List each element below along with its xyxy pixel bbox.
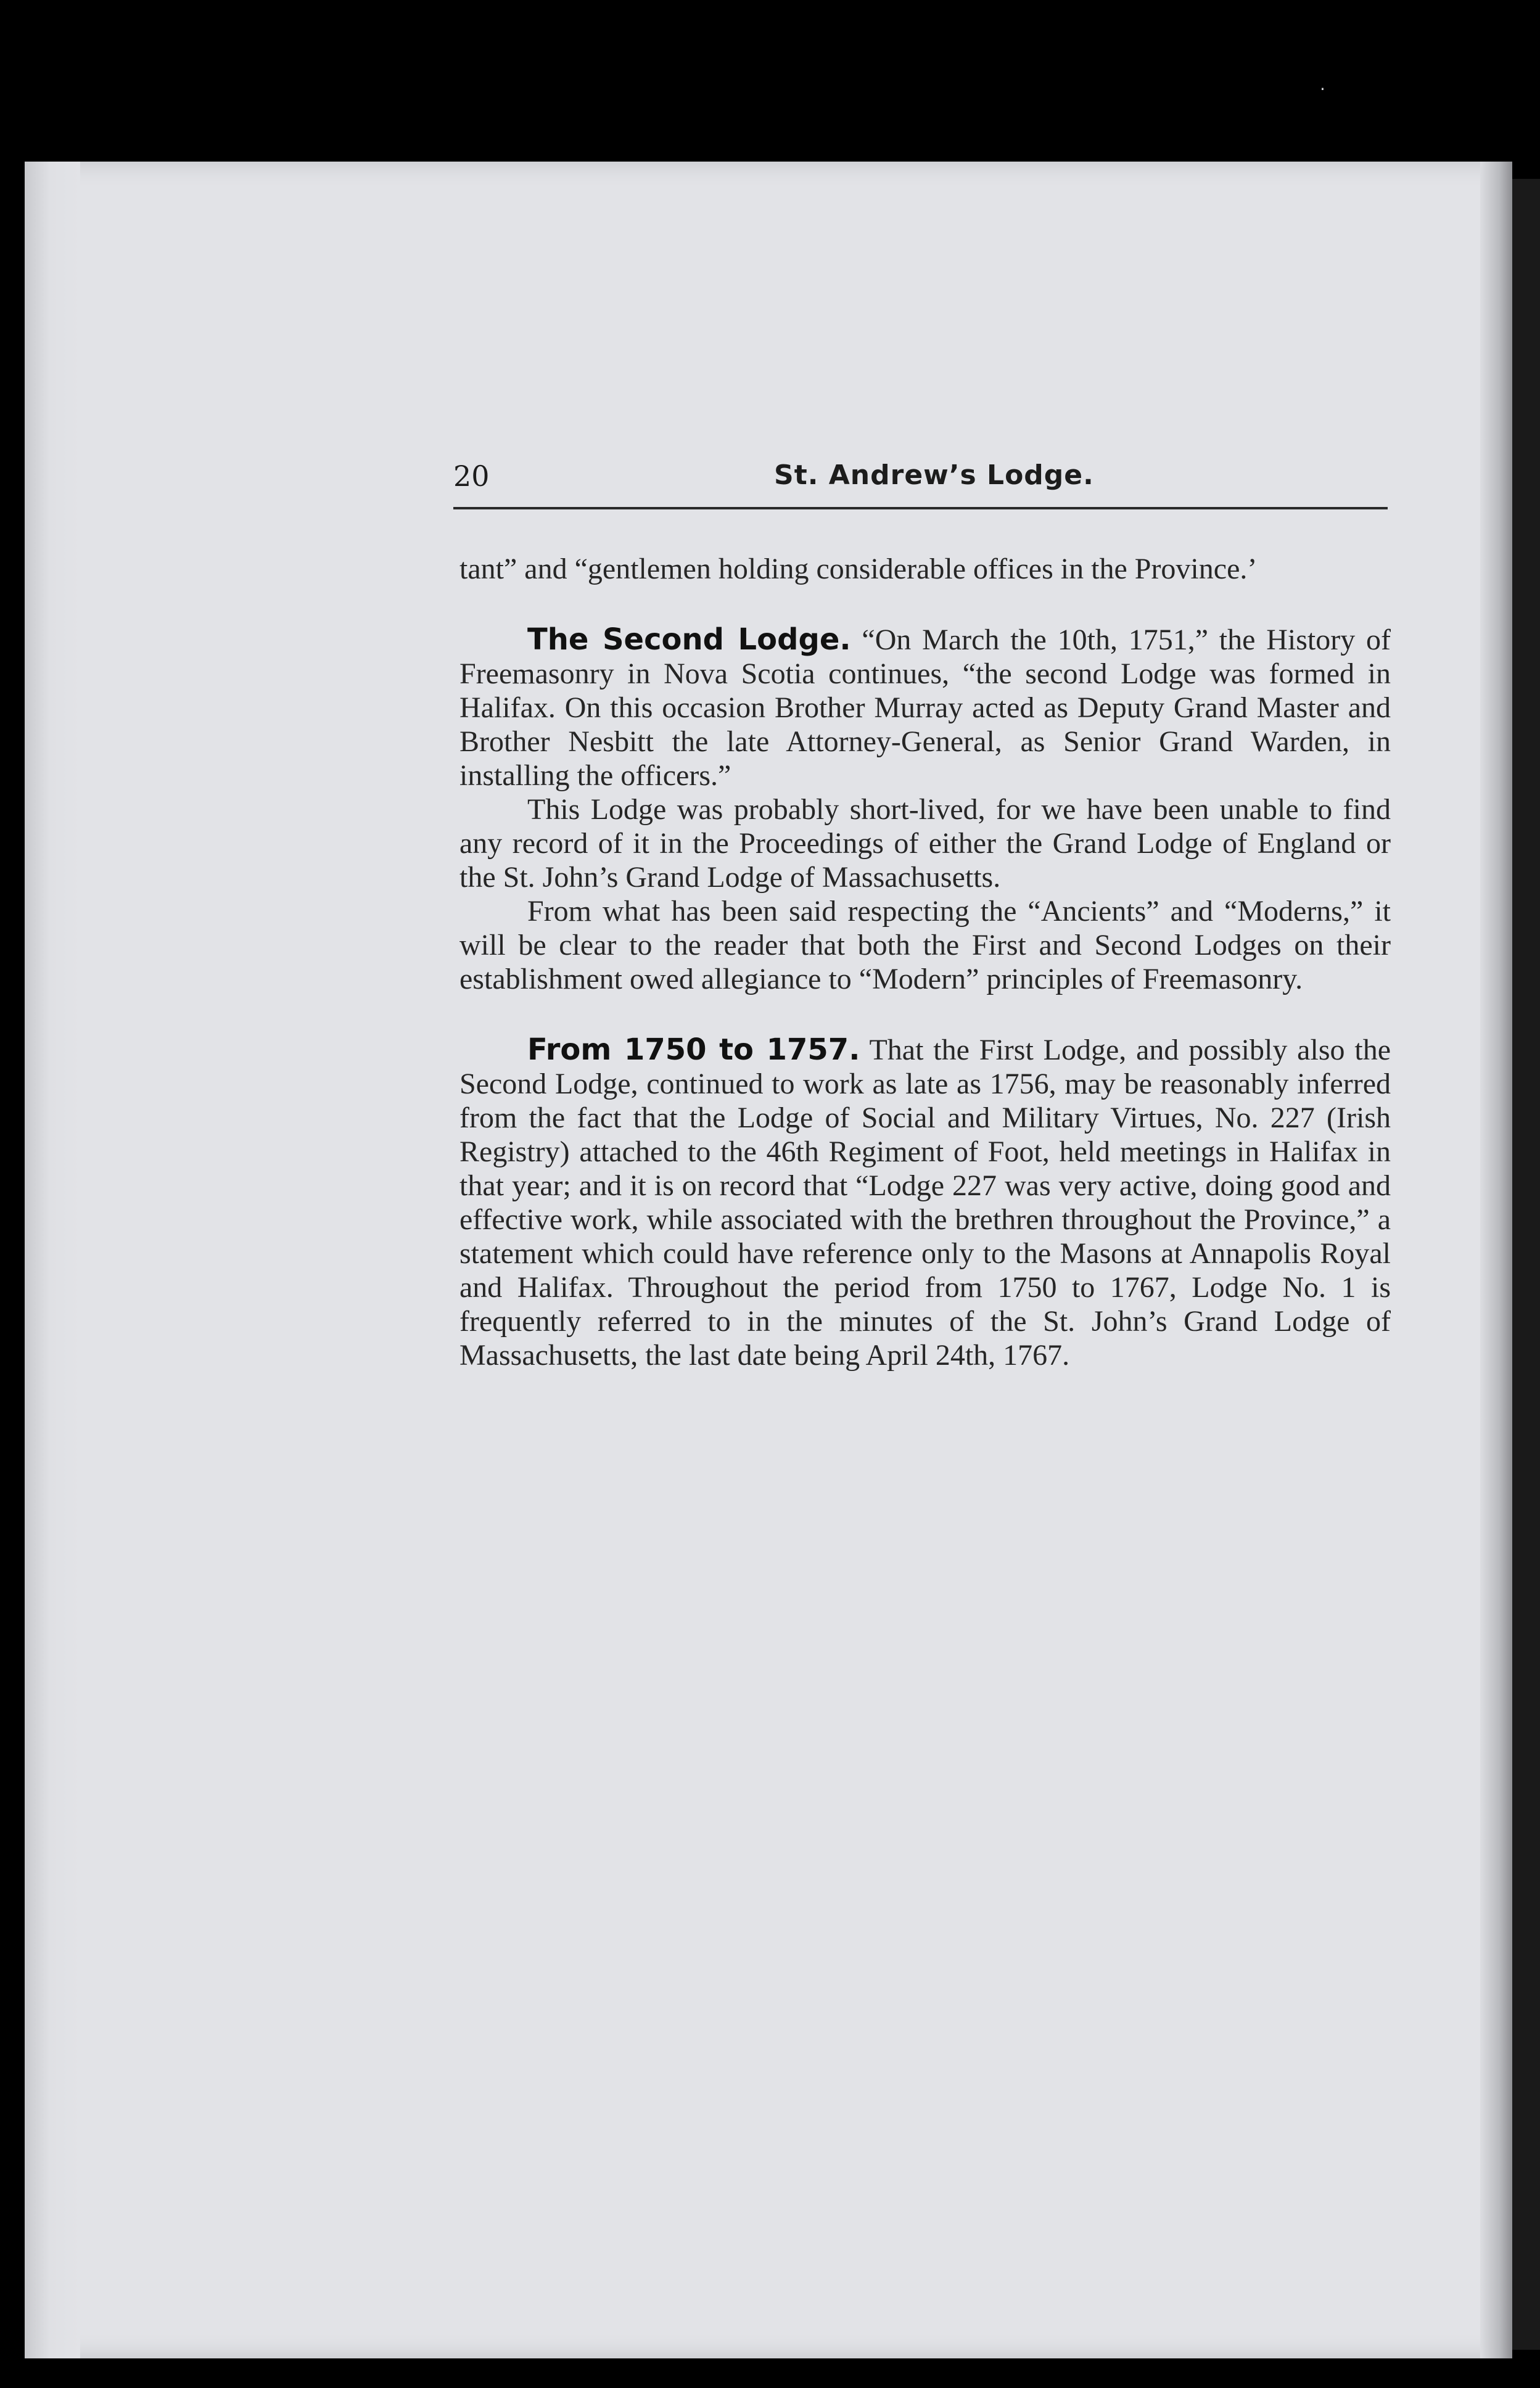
book-edge [1512, 179, 1540, 2350]
page-number: 20 [453, 459, 490, 493]
page-edge-right [1480, 162, 1512, 2358]
page-gutter-left [25, 162, 80, 2358]
page-header [453, 459, 1388, 509]
scan-speck: · [1320, 79, 1325, 99]
section-1750-1757-paragraph [459, 1033, 1391, 1372]
paragraph-continuation: tant” and “gentlemen holding considerable offices in the Province.’ [459, 553, 1258, 585]
header-rule [453, 507, 1388, 509]
section-heading-second-lodge: The Second Lodge. [527, 622, 851, 657]
section-heading-1750-1757: From 1750 to 1757. [527, 1032, 860, 1067]
body-text [459, 552, 1391, 1372]
section-second-lodge-paragraph [459, 623, 1391, 793]
section-1750-1757-text: That the First Lodge, and possibly also the Second Lodge, continued to work as late as 1756, may be reasonably inferred from the fact that the Lodge of Social and Military Virtues, No. 227 (Irish Registry) attached to the 46th Regiment of Foot, held meetings in Halifax in that year; and it is on record that “Lodge 227 was very active, doing good and effective work, while associated with the brethren throughout the Province,” a statement which could have reference only to the Masons at Annapolis Royal and Halifax. Throughout the period from 1750 to 1767, Lodge No. 1 is frequently referred to in the minutes of the St. John’s Grand Lodge of Massachusetts, the last date being April 24th, 1767. [459, 1034, 1391, 1372]
section-second-lodge-text: “On March the 10th, 1751,” the History of Freemasonry in Nova Scotia continues, “the second Lodge was formed in Halifax. On this occasion Brother Murray acted as Deputy Grand Master and Brother Nesbitt the late Attorney-General, as Senior Grand Warden, in installing the officers.” [459, 624, 1391, 792]
paragraph-ancients-moderns: From what has been said respecting the “Ancients” and “Moderns,” it will be clear to the reader that both the First and Second Lodges on their establishment owed allegiance to “Modern” principles of Freemasonry. [459, 895, 1391, 995]
running-head: St. Andrew’s Lodge. [774, 459, 1094, 491]
paragraph-short-lived: This Lodge was probably short-lived, for we have been unable to find any record of it in the Proceedings of either the Grand Lodge of England or the St. John’s Grand Lodge of Massachusetts. [459, 793, 1391, 894]
